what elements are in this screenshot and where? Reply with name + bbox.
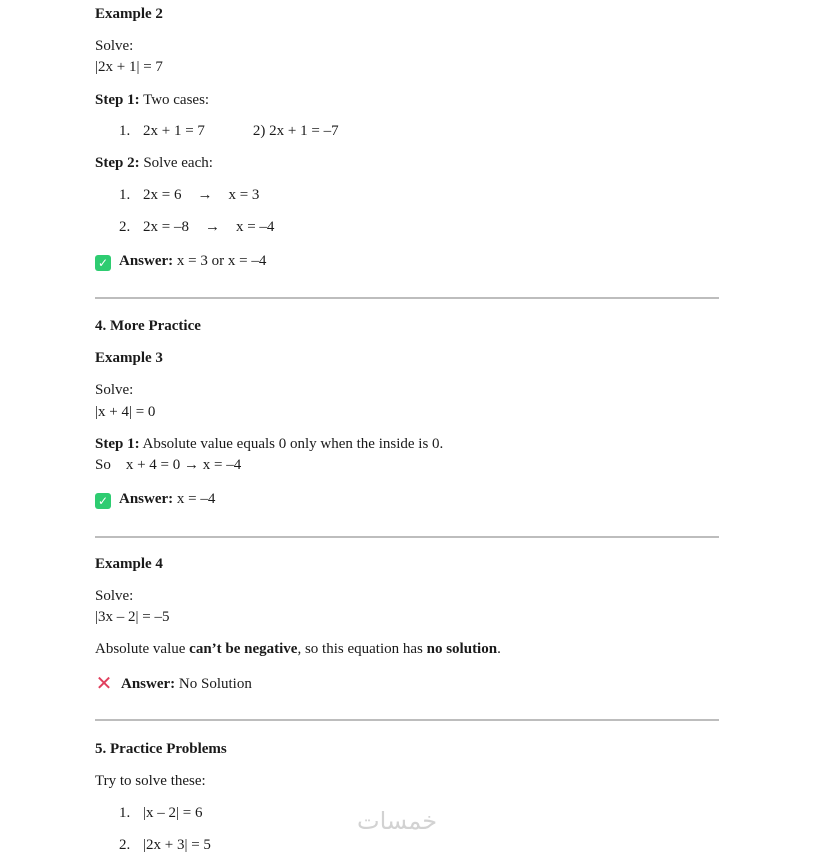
- divider: [95, 719, 719, 721]
- list-number: 1.: [119, 187, 131, 203]
- step-1-label: Step 1:: [95, 92, 140, 108]
- case-2: 2) 2x + 1 = –7: [252, 123, 339, 139]
- explanation-text: .: [497, 641, 501, 657]
- step-1-label: Step 1:: [95, 436, 140, 452]
- example-2-equation: |2x + 1| = 7: [95, 59, 163, 75]
- practice-intro: Try to solve these:: [95, 773, 206, 789]
- cross-icon: ✕: [95, 671, 113, 695]
- example-2-solve-label: Solve:: [95, 38, 134, 54]
- answer-text: x = –4: [173, 491, 216, 507]
- example-4-equation: |3x – 2| = –5: [95, 609, 170, 625]
- example-2-solve-1: [119, 185, 259, 206]
- arrow-icon: →: [204, 219, 220, 235]
- example-4-solve-label: Solve:: [95, 588, 134, 604]
- step-1-text: Absolute value equals 0 only when the inside is 0.: [139, 436, 444, 452]
- example-3-step-1: [95, 434, 443, 455]
- example-3-answer: [95, 489, 215, 510]
- solve-2-right: x = –4: [235, 219, 275, 235]
- answer-label: Answer:: [119, 491, 174, 507]
- answer-text: No Solution: [175, 676, 252, 692]
- step-1-text: Two cases:: [139, 92, 210, 108]
- explanation-text: , so this equation has: [297, 641, 427, 657]
- divider: [95, 297, 719, 299]
- section-5-heading: 5. Practice Problems: [95, 741, 227, 757]
- solve-2-left: 2x = –8: [143, 219, 189, 235]
- example-2-answer: [95, 251, 266, 272]
- example-2-step-1: [95, 90, 209, 111]
- example-3-so-line: So x + 4 = 0 → x = –4: [95, 457, 242, 473]
- check-icon: ✓: [95, 493, 111, 509]
- section-4-heading: 4. More Practice: [95, 318, 201, 334]
- list-number: 2.: [119, 837, 131, 853]
- solve-1-right: x = 3: [228, 187, 260, 203]
- step-2-label: Step 2:: [95, 155, 140, 171]
- list-item: [119, 803, 202, 824]
- example-3-solve-label: Solve:: [95, 382, 134, 398]
- watermark: خمسات: [357, 807, 438, 835]
- answer-label: Answer:: [119, 253, 174, 269]
- explanation-bold: can’t be negative: [189, 641, 298, 657]
- answer-label: Answer:: [121, 676, 176, 692]
- example-2-heading: Example 2: [95, 6, 163, 22]
- example-4-answer: [95, 671, 252, 695]
- example-2-solve-2: [119, 217, 274, 238]
- example-3-equation: |x + 4| = 0: [95, 404, 156, 420]
- list-number: 1.: [119, 805, 131, 821]
- explanation-text: Absolute value: [95, 641, 190, 657]
- problem-1: |x – 2| = 6: [143, 805, 203, 821]
- check-icon: ✓: [95, 255, 111, 271]
- example-2-cases: [119, 121, 339, 142]
- list-number: 1.: [119, 123, 131, 139]
- example-2-step-2: [95, 153, 213, 174]
- case-1: 2x + 1 = 7: [143, 123, 205, 139]
- example-4-explanation: [95, 639, 501, 660]
- solve-1-left: 2x = 6: [143, 187, 182, 203]
- list-number: 2.: [119, 219, 131, 235]
- divider: [95, 536, 719, 538]
- example-4-heading: Example 4: [95, 556, 163, 572]
- step-2-text: Solve each:: [139, 155, 213, 171]
- example-3-heading: Example 3: [95, 350, 163, 366]
- problem-2: |2x + 3| = 5: [143, 837, 211, 853]
- arrow-icon: →: [197, 187, 213, 203]
- answer-text: x = 3 or x = –4: [173, 253, 267, 269]
- list-item: [119, 835, 211, 856]
- explanation-bold: no solution: [426, 641, 498, 657]
